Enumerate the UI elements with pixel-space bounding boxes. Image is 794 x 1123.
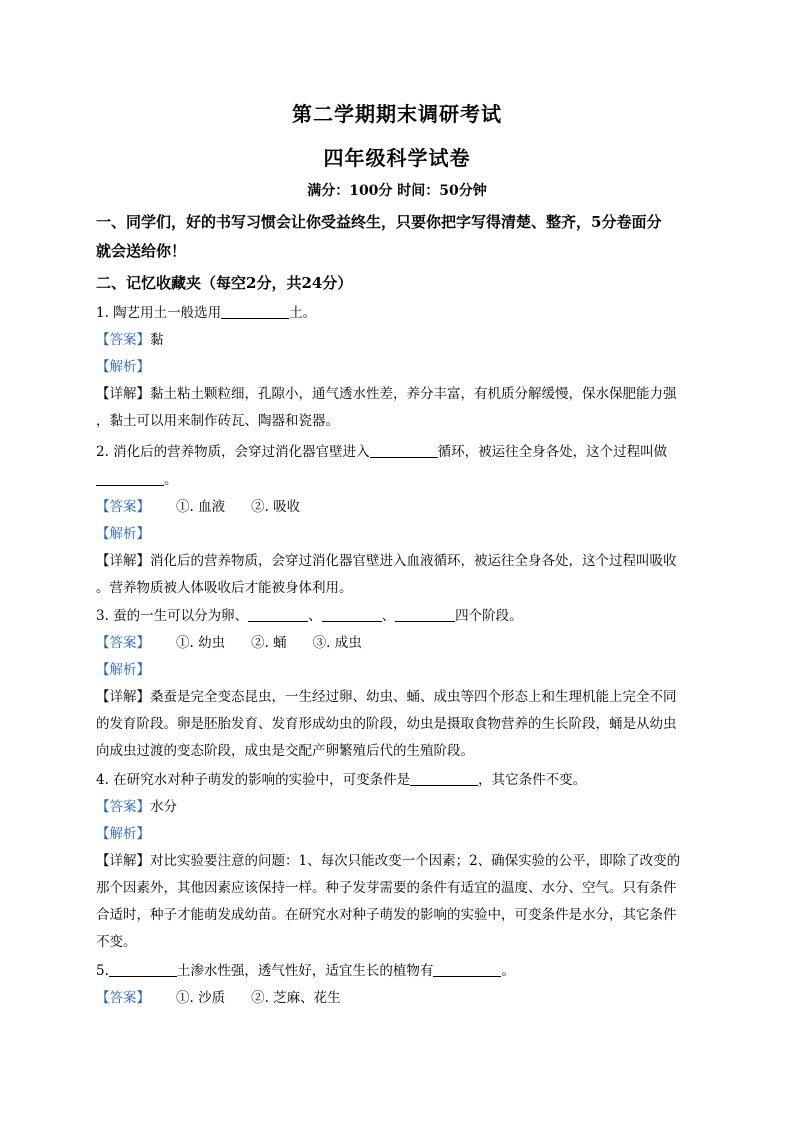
answer-value: ③. 成虫 <box>312 635 362 651</box>
detail-text: 桑蚕是完全变态昆虫，一生经过卵、幼虫、蛹、成虫等四个形态上和生理机能上完全不同 <box>150 689 677 705</box>
analysis-label: 【解析】 <box>96 359 150 375</box>
question-text: 4. 在研究水对种子萌发的影响的实验中，可变条件是 <box>96 772 411 788</box>
question-4 <box>96 771 701 789</box>
answer-blank <box>109 962 177 977</box>
answer-label: 【答案】 <box>96 635 150 651</box>
answer-blank <box>410 771 478 786</box>
question-text: 1. 陶艺用土一般选用 <box>96 305 222 321</box>
analysis-label: 【解析】 <box>96 826 150 842</box>
detail-text: 。营养物质被人体吸收后才能被身体利用。 <box>96 580 353 596</box>
section1-line2: 就会送给你！ <box>96 242 187 260</box>
question-text: 。 <box>501 963 515 979</box>
section1-line1: 一、同学们，好的书写习惯会让你受益终生，只要你把字写得清楚、整齐，5分卷面分 <box>96 213 662 231</box>
answer-row <box>96 331 701 349</box>
question-3 <box>96 607 701 625</box>
exam-title: 第二学期期末调研考试 <box>292 102 502 126</box>
detail-row <box>96 852 701 870</box>
detail-text: 黏土粘土颗粒细，孔隙小，通气透水性差，养分丰富，有机质分解缓慢，保水保肥能力强 <box>150 386 677 402</box>
question-text: 3. 蚕的一生可以分为卵、 <box>96 608 249 624</box>
question-text: 5. <box>96 963 109 979</box>
section2-heading: 二、记忆收藏夹（每空2分，共24分） <box>96 274 353 292</box>
question-text: 2. 消化后的营养物质，会穿过消化器官壁进入 <box>96 444 370 460</box>
answer-value: ①. 血液 <box>176 499 226 515</box>
answer-blank <box>322 607 382 622</box>
answer-blank <box>96 471 164 486</box>
question-text: 、 <box>308 608 322 624</box>
answer-row <box>96 498 701 516</box>
analysis-label: 【解析】 <box>96 526 150 542</box>
detail-label: 【详解】 <box>96 853 150 869</box>
question-text: 土渗水性强，透气性好，适宜生长的植物有 <box>176 963 434 979</box>
answer-label: 【答案】 <box>96 799 150 815</box>
answer-label: 【答案】 <box>96 499 150 515</box>
detail-label: 【详解】 <box>96 386 150 402</box>
answer-label: 【答案】 <box>96 332 150 348</box>
answer-value: ①. 沙质 <box>176 990 226 1006</box>
answer-row <box>96 989 701 1007</box>
answer-blank <box>395 607 455 622</box>
analysis-row <box>96 525 701 543</box>
detail-text: 的发育阶段。卵是胚胎发育、发育形成幼虫的阶段，幼虫是摄取食物营养的生长阶段，蛹是从幼虫 <box>96 716 677 732</box>
question-text: 。 <box>164 472 178 488</box>
detail-text: 向成虫过渡的变态阶段，成虫是交配产卵繁殖后代的生殖阶段。 <box>96 743 474 759</box>
answer-value: ①. 幼虫 <box>176 635 226 651</box>
question-text: ，其它条件不变。 <box>478 772 587 788</box>
answer-value: ②. 蛹 <box>251 635 287 651</box>
question-1 <box>96 304 701 322</box>
detail-text: ，黏土可以用来制作砖瓦、陶器和瓷器。 <box>96 413 339 429</box>
exam-subtitle: 四年级科学试卷 <box>323 146 471 170</box>
answer-value: 水分 <box>150 799 177 815</box>
analysis-row <box>96 825 701 843</box>
answer-value: ②. 吸收 <box>251 499 301 515</box>
analysis-row <box>96 661 701 679</box>
detail-text: 消化后的营养物质，会穿过消化器官壁进入血液循环，被运往全身各处，这个过程叫吸收 <box>150 553 677 569</box>
question-text: 循环，被运往全身各处，这个过程叫做 <box>437 444 668 460</box>
answer-blank <box>370 443 438 458</box>
detail-text: 那个因素外，其他因素应该保持一样。种子发芽需要的条件有适宜的温度、水分、空气。只有条件 <box>96 880 677 896</box>
question-text: 、 <box>381 608 396 624</box>
answer-row <box>96 798 701 816</box>
question-text: 四个阶段。 <box>455 608 523 624</box>
analysis-label: 【解析】 <box>96 662 150 678</box>
answer-value: ②. 芝麻、花生 <box>251 990 341 1006</box>
answer-blank <box>221 304 289 319</box>
detail-label: 【详解】 <box>96 689 150 705</box>
exam-meta: 满分：100分 时间：50分钟 <box>307 183 487 199</box>
detail-text: 不变。 <box>96 934 137 950</box>
question-2 <box>96 443 701 461</box>
detail-row <box>96 688 701 706</box>
detail-row <box>96 385 701 403</box>
answer-blank <box>248 607 308 622</box>
answer-row <box>96 634 701 652</box>
answer-value: 黏 <box>150 332 164 348</box>
detail-label: 【详解】 <box>96 553 150 569</box>
answer-blank <box>433 962 501 977</box>
detail-row <box>96 552 701 570</box>
detail-text: 合适时，种子才能萌发成幼苗。在研究水对种子萌发的影响的实验中，可变条件是水分，其它条件 <box>96 907 677 923</box>
detail-text: 对比实验要注意的问题：1、每次只能改变一个因素；2、确保实验的公平，即除了改变的 <box>150 853 681 869</box>
answer-label: 【答案】 <box>96 990 150 1006</box>
question-text: 土。 <box>289 305 317 321</box>
analysis-row <box>96 358 701 376</box>
question-5 <box>96 962 701 980</box>
question-2-cont <box>96 471 701 489</box>
